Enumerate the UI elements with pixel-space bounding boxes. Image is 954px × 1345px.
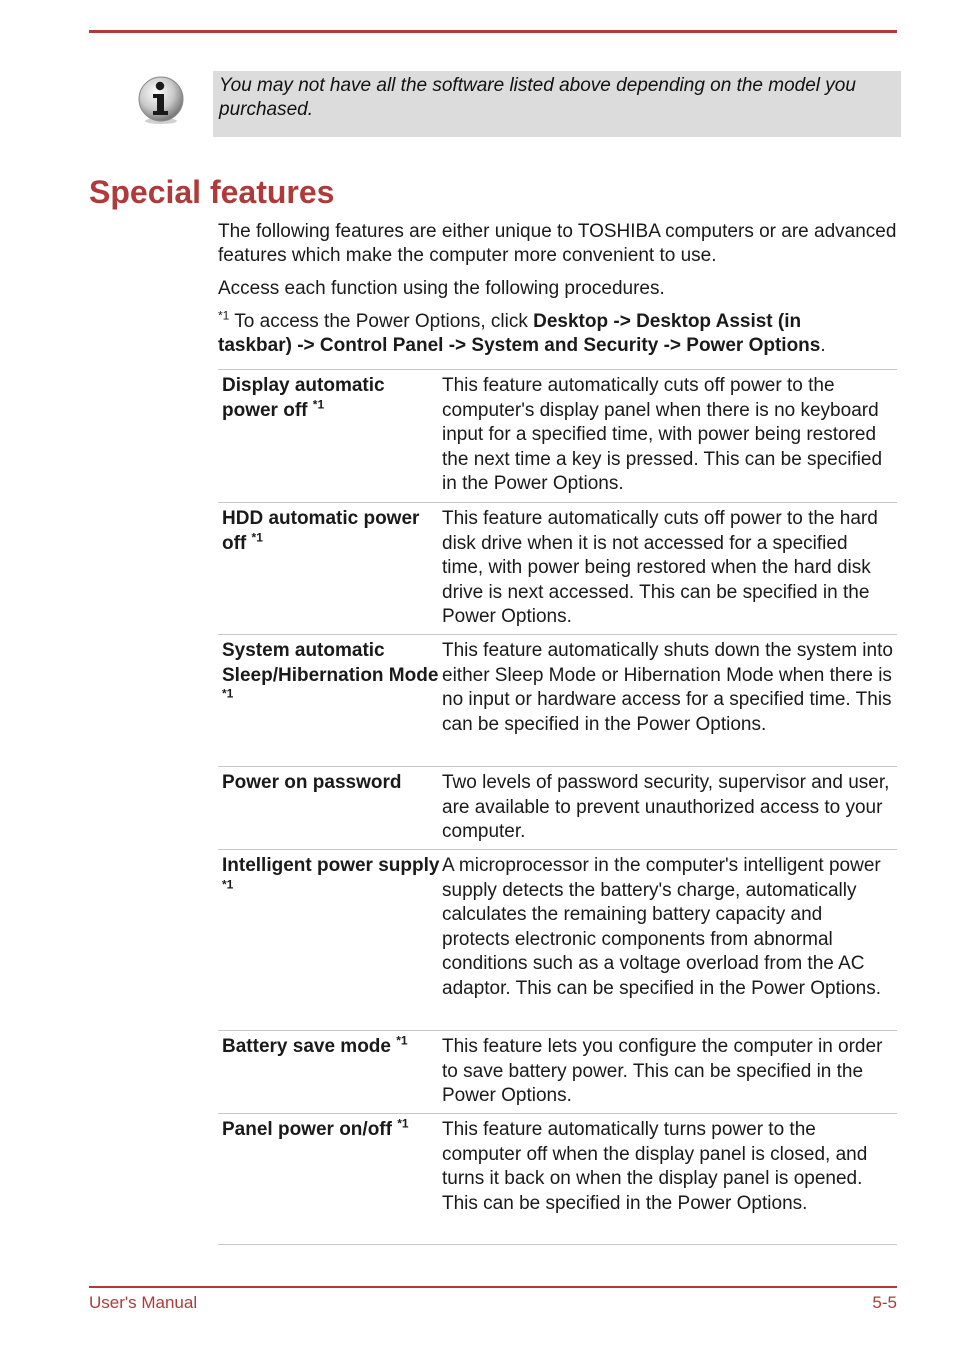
feature-name-cell [218, 854, 442, 1024]
feature-description: This feature lets you configure the computer in order to save battery power. This can be specified in the Power Options. [442, 1036, 883, 1106]
feature-row [218, 1113, 897, 1245]
feature-name-cell [218, 374, 442, 496]
feature-name: HDD automatic power off [222, 508, 420, 554]
feature-name: System automatic Sleep/Hibernation Mode [222, 640, 439, 686]
footnote-marker: *1 [222, 686, 234, 701]
intro-paragraph-3 [218, 310, 898, 358]
feature-description: This feature automatically cuts off power to the hard disk drive when it is not accessed for a specified time, with power being restored when the hard disk drive is next accessed. This can be specified in the Power Options. [442, 508, 878, 627]
footnote-marker: *1 [312, 397, 325, 412]
feature-name: Intelligent power supply [222, 855, 440, 876]
feature-name: Battery save mode [222, 1036, 391, 1057]
footer-manual-title: User's Manual [89, 1293, 198, 1312]
feature-name-cell [218, 771, 442, 843]
feature-description: A microprocessor in the computer's intelligent power supply detects the battery's charge, automatically calculates the remaining battery capacity and protects electronic components from abnormal conditions such as a voltage overload from the AC adaptor. This can be specified in the Power Options. [442, 855, 882, 999]
footnote-marker: *1 [397, 1116, 409, 1131]
note-box [213, 71, 901, 137]
footer-page-number: 5-5 [872, 1293, 897, 1312]
intro-paragraph-1: The following features are either unique to TOSHIBA computers or are advanced features which make the computer more convenient to use. [218, 221, 897, 266]
footnote-marker: *1 [222, 877, 234, 892]
feature-row [218, 502, 897, 634]
feature-row [218, 766, 897, 849]
footnote-marker: *1 [218, 308, 230, 323]
section-heading: Special features [89, 174, 335, 210]
power-options-path-1: Desktop -> Desktop Assist (in [533, 311, 802, 332]
intro-paragraph-2: Access each function using the following procedures. [218, 278, 665, 299]
feature-name-cell [218, 507, 442, 628]
intro-p3-text: To access the Power Options, click [229, 311, 534, 332]
feature-description: This feature automatically shuts down the system into either Sleep Mode or Hibernation Mode when there is no input or hardware access for a specified time. This can be specified in the Power Options. [442, 640, 893, 735]
power-options-path-2: taskbar) -> Control Panel -> System and Security -> Power Options [218, 335, 821, 356]
feature-name-cell [218, 639, 442, 760]
feature-row [218, 849, 897, 1030]
feature-row [218, 369, 897, 502]
feature-name-cell [218, 1118, 442, 1238]
note-text: You may not have all the software listed above depending on the model you purchased. [219, 75, 856, 120]
feature-description: Two levels of password security, supervisor and user, are available to prevent unauthorized access to your computer. [442, 772, 890, 842]
feature-description: This feature automatically cuts off power to the computer's display panel when there is no keyboard input for a specified time, with power being restored the next time a key is pressed. This can be specified in the Power Options. [442, 375, 883, 494]
feature-row [218, 1030, 897, 1113]
feature-row [218, 634, 897, 766]
intro-p3-end: . [820, 335, 826, 356]
features-table [218, 369, 897, 1245]
top-rule [89, 30, 897, 33]
feature-name: Display automatic power off [222, 375, 385, 421]
footnote-marker: *1 [251, 530, 263, 545]
feature-name: Panel power on/off [222, 1119, 392, 1140]
footnote-marker: *1 [396, 1033, 408, 1048]
info-icon [136, 75, 186, 125]
feature-name: Power on password [222, 772, 402, 793]
intro [218, 220, 898, 367]
feature-name-cell [218, 1035, 442, 1107]
feature-description: This feature automatically turns power to the computer off when the display panel is closed, and turns it back on when the display panel is opened. This can be specified in the Power Options. [442, 1119, 868, 1214]
bottom-rule [89, 1286, 897, 1288]
